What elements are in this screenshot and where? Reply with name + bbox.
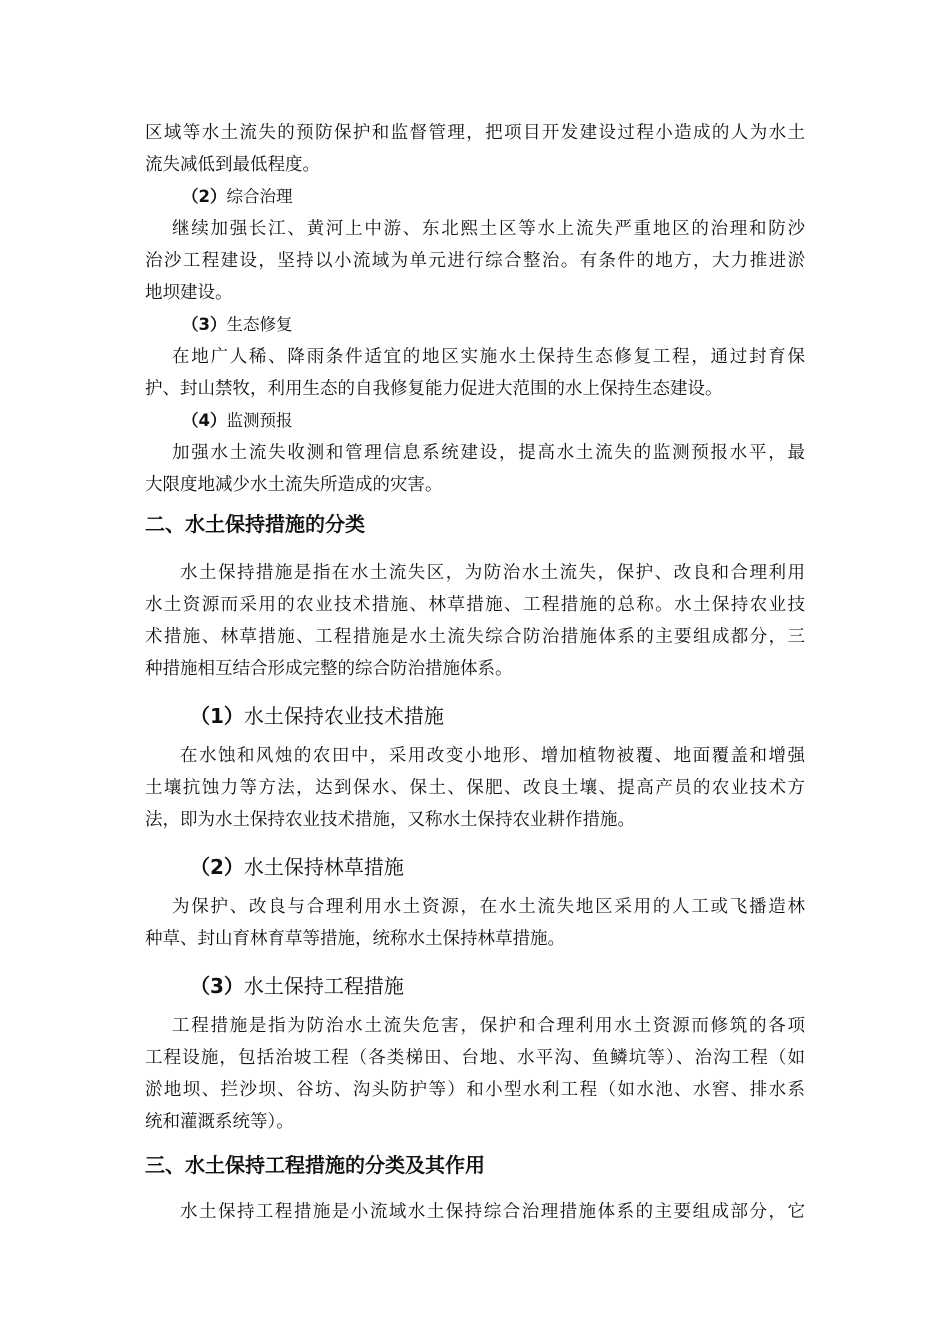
subsection-heading [182,313,292,337]
paragraph-line: 水土保持工程措施是小流域水土保持综合治理措施体系的主要组成部分，它 [180,1202,805,1222]
paragraph-line: 治沙工程建设，坚持以小流域为单元进行综合整治。有条件的地方，大力推进淤 [145,251,805,271]
subsection-title: 水土保持工程措施 [243,974,404,998]
paragraph-line: 淤地坝、拦沙坝、谷坊、沟头防护等）和小型水利工程（如水池、水窖、排水系 [145,1080,805,1100]
paragraph-line: 工程措施是指为防治水土流失危害，保护和合理利用水土资源而修筑的各项 [172,1016,805,1036]
subsection-heading [182,409,292,433]
subsection-heading [190,702,444,730]
subsection-title: 综合治理 [226,187,293,206]
paragraph-line: 流失减低到最低程度。 [145,155,320,175]
subsection-number: （3） [182,315,227,334]
paragraph-line: 种草、封山育林育草等措施，统称水土保持林草措施。 [145,929,565,949]
paragraph-line: 种措施相互结合形成完整的综合防治措施体系。 [145,659,513,679]
paragraph-line: 法，即为水土保持农业技术措施，又称水土保持农业耕作措施。 [145,810,635,830]
section-heading: 三、水土保持工程措施的分类及其作用 [145,1153,485,1177]
paragraph-line: 水土保持措施是指在水土流失区，为防治水土流失，保护、改良和合理利用 [180,563,805,583]
paragraph-line: 工程设施，包括治坡工程（各类梯田、台地、水平沟、鱼鳞坑等）、治沟工程（如 [145,1048,805,1068]
subsection-heading [182,185,292,209]
section-heading: 二、水土保持措施的分类 [145,512,365,536]
subsection-number: （4） [182,411,227,430]
subsection-heading [190,853,404,881]
paragraph-line: 在水蚀和风烛的农田中，采用改变小地形、增加植物被覆、地面覆盖和增强 [180,746,805,766]
paragraph-line: 继续加强长江、黄河上中游、东北熙土区等水上流失严重地区的治理和防沙 [172,219,805,239]
paragraph-line: 在地广人稀、降雨条件适宜的地区实施水土保持生态修复工程，通过封育保 [172,347,805,367]
paragraph-line: 土壤抗蚀力等方法，达到保水、保土、保肥、改良土壤、提高产员的农业技术方 [145,778,805,798]
paragraph-line: 统和灌溉系统等）。 [145,1112,294,1132]
subsection-title: 监测预报 [226,411,293,430]
paragraph-line: 为保护、改良与合理利用水土资源，在水土流失地区采用的人工或飞播造林 [172,897,805,917]
subsection-title: 水土保持林草措施 [243,855,404,879]
paragraph-line: 大限度地减少水土流失所造成的灾害。 [145,475,443,495]
subsection-number: （1） [190,704,244,728]
subsection-number: （3） [190,974,244,998]
subsection-title: 生态修复 [226,315,293,334]
paragraph-line: 水土资源而采用的农业技术措施、林草措施、工程措施的总称。水土保持农业技 [145,595,805,615]
paragraph-line: 地坝建设。 [145,283,233,303]
paragraph-line: 护、封山禁牧，利用生态的自我修复能力促进大范围的水上保持生态建设。 [145,379,723,399]
paragraph-line: 区域等水土流失的预防保护和监督管理，把项目开发建设过程小造成的人为水土 [145,123,805,143]
subsection-title: 水土保持农业技术措施 [243,704,444,728]
subsection-number: （2） [190,855,244,879]
subsection-number: （2） [182,187,227,206]
subsection-heading [190,972,404,1000]
paragraph-line: 加强水土流失收测和管理信息系统建设，提高水土流失的监测预报水平，最 [172,443,805,463]
paragraph-line: 术措施、林草措施、工程措施是水土流失综合防治措施体系的主要组成都分，三 [145,627,805,647]
